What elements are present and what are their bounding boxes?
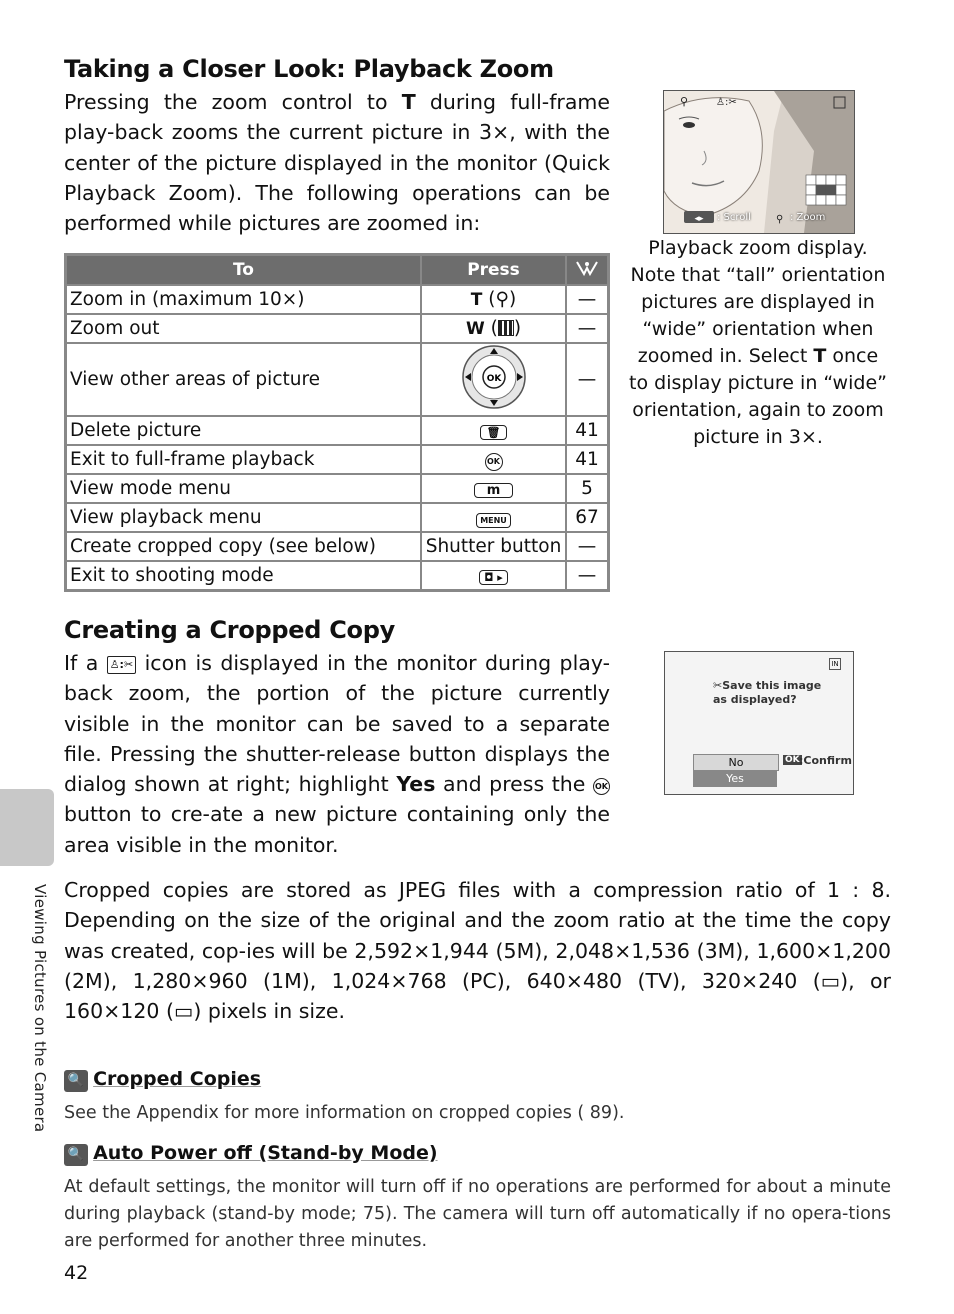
note-magnifier-icon: 🔍 xyxy=(64,1144,88,1166)
row-page: — xyxy=(566,561,608,591)
dialog-question-line2: as displayed? xyxy=(713,693,797,706)
row-page: 67 xyxy=(566,503,608,532)
zoom-in-key: T (⚲) xyxy=(421,285,566,314)
shutter-button-label: Shutter button xyxy=(421,532,566,561)
table-row xyxy=(66,343,609,416)
camera-play-button-icon: ◘ ▸ xyxy=(479,570,508,585)
ok-button-icon: OK xyxy=(593,778,610,795)
table-header-row xyxy=(66,255,609,286)
crop-dialog-screen xyxy=(664,651,854,795)
memory-icon: IN xyxy=(829,658,841,670)
row-action: View playback menu xyxy=(66,503,421,532)
confirm-label: :Confirm xyxy=(799,754,852,767)
note-title: Cropped Copies xyxy=(93,1068,262,1090)
table-row xyxy=(66,532,609,561)
row-action: View other areas of picture xyxy=(66,343,421,416)
zoom-out-key: W ( ) xyxy=(421,314,566,343)
note-magnifier-icon: 🔍 xyxy=(64,1070,88,1092)
table-row xyxy=(66,474,609,503)
row-action: Create cropped copy (see below) xyxy=(66,532,421,561)
chapter-side-label: Viewing Pictures on the Camera xyxy=(31,884,49,1133)
note-text: At default settings, the monitor will turn off if no operations are performed for about a minute during playback (stand-by mode; 75). The camera will turn off automatically if no opera-tions are performed for another three minutes. xyxy=(64,1177,891,1251)
playback-zoom-screen xyxy=(663,90,855,234)
svg-text:♙:✂: ♙:✂ xyxy=(716,97,737,108)
zoomed-face-image xyxy=(664,91,854,233)
row-page: — xyxy=(566,314,608,343)
column-header-press: Press xyxy=(421,255,566,286)
thumbnail-icon xyxy=(498,320,514,336)
scroll-label: : Scroll xyxy=(717,212,751,223)
delete-icon: 🗑 xyxy=(480,425,508,440)
note-text: See the Appendix for more information on cropped copies ( 89). xyxy=(64,1103,625,1123)
row-page: — xyxy=(566,343,608,416)
svg-text:⚲: ⚲ xyxy=(776,214,784,225)
option-no[interactable]: No xyxy=(693,754,779,771)
operations-table xyxy=(64,253,610,592)
table-row xyxy=(66,561,609,591)
zoom-in-icon: ⚲ xyxy=(495,289,510,310)
svg-text:◂▸: ◂▸ xyxy=(694,214,704,224)
zoom-label: : Zoom xyxy=(790,212,826,223)
note-title: Auto Power off (Stand-by Mode) xyxy=(93,1142,438,1164)
row-page: 41 xyxy=(566,416,608,445)
dialog-question-line1: ✂Save this image xyxy=(713,679,822,692)
note-cropped-copies xyxy=(64,1068,261,1092)
page-ref-icon xyxy=(566,255,608,286)
option-yes[interactable]: Yes xyxy=(693,771,777,787)
table-row xyxy=(66,416,609,445)
section-title-playback-zoom: Taking a Closer Look: Playback Zoom xyxy=(64,55,554,83)
playback-zoom-intro: Pressing the zoom control to T during full-frame play-back zooms the current picture in 3×, with the center of the picture displayed in the monitor (Quick Playback Zoom). The following operations can be performed while pictures are zoomed in: xyxy=(64,90,610,236)
row-page: — xyxy=(566,532,608,561)
cropped-size-paragraph: Cropped copies are stored as JPEG files with a compression ratio of 1 : 8. Depending on the size of the original and the zoom ratio at the time the copy was created, cop-ies will be 2,592×1,944 (5M), 2,048×1,536 (3M), 1,600×1,200 (2M), 1,280×960 (1M), 1,024×768 (PC), 640×480 (TV), 320×240 (▭), or 160×120 (▭) pixels in size. xyxy=(64,878,891,1024)
row-action: Delete picture xyxy=(66,416,421,445)
table-row xyxy=(66,314,609,343)
row-action: Zoom out xyxy=(66,314,421,343)
row-page: 41 xyxy=(566,445,608,474)
page-number: 42 xyxy=(64,1262,89,1284)
table-row xyxy=(66,285,609,314)
column-header-to: To xyxy=(66,255,421,286)
table-row xyxy=(66,445,609,474)
multi-selector-icon xyxy=(421,343,566,416)
menu-button-icon: MENU xyxy=(476,513,511,528)
note-auto-power-off xyxy=(64,1142,438,1166)
svg-text:⚲: ⚲ xyxy=(680,95,689,108)
playback-zoom-caption: Playback zoom display. Note that “tall” orientation pictures are displayed in “wide” orientation when zoomed in. Select T once to display picture in “wide” orientation, again to zoom picture in 3×. xyxy=(629,237,887,448)
row-action: Exit to full-frame playback xyxy=(66,445,421,474)
ok-key-icon: OK xyxy=(785,755,800,765)
ok-button-icon: OK xyxy=(485,453,503,471)
crop-icon: ♙:✂ xyxy=(107,656,136,674)
chapter-tab xyxy=(0,789,54,866)
mode-button-icon: m xyxy=(474,483,514,498)
section-title-cropped-copy: Creating a Cropped Copy xyxy=(64,616,395,644)
row-action: View mode menu xyxy=(66,474,421,503)
row-page: 5 xyxy=(566,474,608,503)
row-action: Zoom in (maximum 10×) xyxy=(66,285,421,314)
cropped-copy-paragraph: If a ♙:✂ icon is displayed in the monitor during play-back zoom, the portion of the picture currently visible in the monitor can be saved to a separate file. Pressing the shutter-release button displays the dialog shown at right; highlight Yes and press the OK button to cre-ate a new picture containing only the area visible in the monitor. xyxy=(64,651,610,857)
row-action: Exit to shooting mode xyxy=(66,561,421,591)
row-page: — xyxy=(566,285,608,314)
table-row xyxy=(66,503,609,532)
svg-text:OK: OK xyxy=(486,374,501,384)
